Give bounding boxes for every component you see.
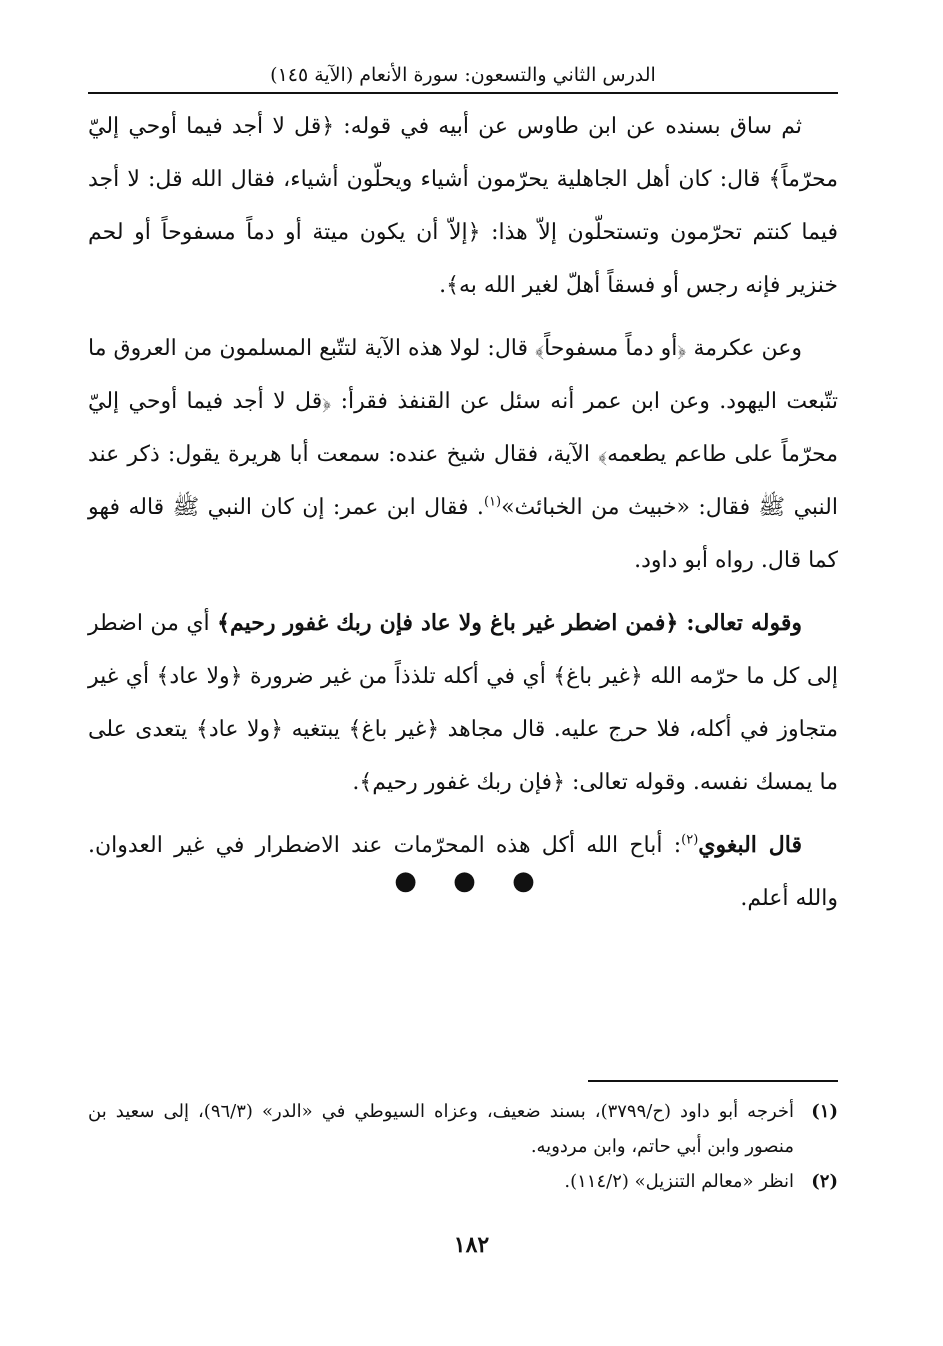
footnote-2	[88, 1164, 838, 1199]
footnote-number: (١)	[811, 1101, 838, 1122]
footnotes	[88, 1094, 838, 1199]
footnote-ref-2: (٢)	[681, 832, 699, 848]
footnote-ref-1: (١)	[483, 494, 502, 510]
footnote-1	[88, 1094, 838, 1164]
header-rule	[88, 92, 838, 94]
paragraph-3-verse: ﴿فمن اضطر غير باغ ولا عاد فإن ربك غفور رحيم﴾	[217, 610, 687, 636]
paragraph-1: ثم ساق بسنده عن ابن طاوس عن أبيه في قوله: ﴿قل لا أجد فيما أوحي إليّ محرّماً﴾ قال: كان أهل الجاهلية يحرّمون أشياء ويحلّون أشياء، فقال الله قل: لا أجد فيما كنتم تحرّمون وتستحلّون إلاّ هذا: ﴿إلاّ أن يكون ميتة أو دماً مسفوحاً أو لحم خنزير فإنه رجس أو فسقاً أهلّ لغير الله به﴾.	[88, 114, 838, 298]
paragraph-2-part-b: . فقال ابن عمر: إن كان النبي ﷺ قاله فهو كما قال. رواه أبو داود.	[88, 495, 838, 573]
paragraph-4-lead: قال البغوي	[698, 832, 802, 858]
paragraph-3-lead: وقوله تعالى:	[686, 610, 803, 636]
main-text	[88, 100, 838, 935]
footnote-rule	[588, 1080, 838, 1082]
paragraph-2	[88, 322, 838, 587]
section-separator: ● ● ●	[394, 866, 549, 896]
paragraph-3	[88, 597, 838, 809]
running-title: الدرس الثاني والتسعون: سورة الأنعام (الآية ١٤٥)	[270, 64, 656, 86]
paragraph-2-part-a: وعن عكرمة ﴿أو دماً مسفوحاً﴾ قال: لولا هذه الآية لتتّبع المسلمون من العروق ما تتّبعت اليهود. وعن ابن عمر أنه سئل عن القنفذ فقرأ: ﴿قل لا أجد فيما أوحي إليّ محرّماً على طاعم يطعمه﴾ الآية، فقال شيخ عنده: سمعت أبا هريرة يقول: ذكر عند النبي ﷺ فقال: «خبيث من الخبائث»	[88, 336, 838, 520]
paragraph-3-rest: أي من اضطر إلى كل ما حرّمه الله ﴿غير باغ﴾ أي في أكله تلذذاً من غير ضرورة ﴿ولا عاد﴾ أي غير متجاوز في أكله، فلا حرج عليه. قال مجاهد ﴿غير باغ﴾ يبتغيه ﴿ولا عاد﴾ يتعدى على ما يمسك نفسه. وقوله تعالى: ﴿فإن ربك غفور رحيم﴾.	[88, 611, 838, 795]
footnote-number: (٢)	[811, 1171, 838, 1192]
page-number: ١٨٢	[453, 1232, 490, 1258]
paragraph-4-rest: : أباح الله أكل هذه المحرّمات عند الاضطرار في غير العدوان. والله أعلم.	[88, 833, 838, 911]
footnote-text: انظر «معالم التنزيل» (١١٤/٢).	[564, 1171, 794, 1192]
footnote-text: أخرجه أبو داود (ح/٣٧٩٩)، بسند ضعيف، وعزاه السيوطي في «الدر» (٩٦/٣)، إلى سعيد بن منصور وابن أبي حاتم، وابن مردويه.	[88, 1101, 794, 1157]
